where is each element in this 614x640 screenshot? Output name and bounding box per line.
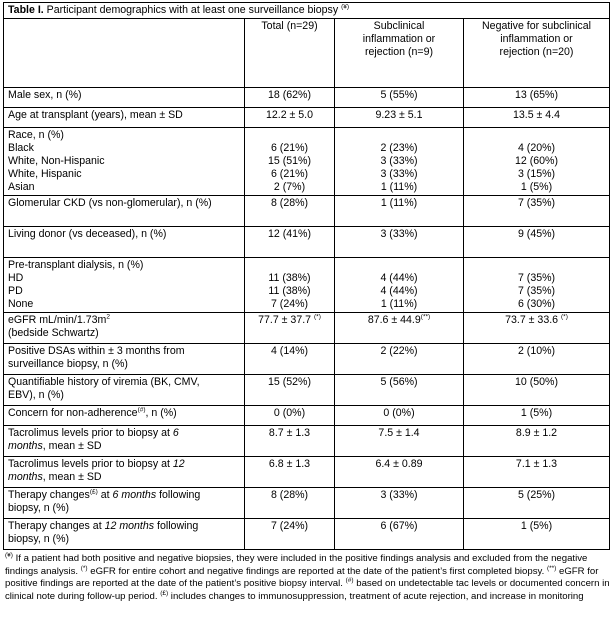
tac12-label-post: , mean ± SD [42, 471, 102, 483]
table-title-text: Participant demographics with at least one surveillance biopsy [43, 4, 339, 16]
race-item-neg: 1 (5%) [520, 181, 553, 193]
cell-subclinical [335, 258, 464, 313]
footnote-text: includes changes to immunosuppression, treatment of acute rejection, and increase in monitoring [168, 590, 584, 602]
footnote-marker: (£) [160, 589, 169, 597]
race-item-label: Asian [8, 181, 35, 193]
cell-subclinical: 9.23 ± 5.1 [335, 108, 464, 128]
ther6-label-sup: (£) [89, 488, 98, 496]
table-row [4, 406, 610, 426]
footnote-text: based on undetectable tac levels or documented concern in clinical note during follow-up period. [5, 578, 610, 602]
table-row-dialysis [4, 258, 610, 313]
dialysis-item-sub: 4 (44%) [380, 285, 418, 297]
header-total-label: Total (n=29) [261, 20, 318, 32]
dialysis-item-sub: 4 (44%) [380, 272, 418, 284]
dialysis-item-total: 11 (38%) [268, 285, 311, 297]
table-row-race [4, 128, 610, 196]
dialysis-item-label: PD [8, 285, 23, 297]
cell-total: 12.2 ± 5.0 [245, 108, 335, 128]
table-footnotes [3, 553, 611, 603]
cell-total [245, 313, 335, 344]
race-item-label: Black [8, 142, 34, 154]
cell-negative: 8.9 ± 1.2 [464, 426, 610, 457]
race-item-total: 15 (51%) [268, 155, 311, 167]
tac6-label-post: , mean ± SD [42, 440, 102, 452]
cell-total [245, 258, 335, 313]
cell-total: 8.7 ± 1.3 [245, 426, 335, 457]
cell-negative: 1 (5%) [464, 519, 610, 550]
table-row [4, 519, 610, 550]
cell-total: 8 (28%) [245, 488, 335, 519]
table-title-marker: (¥) [341, 3, 350, 11]
header-subclinical-line: inflammation or [362, 33, 436, 45]
table-row [4, 375, 610, 406]
table-row-egfr [4, 313, 610, 344]
cell-negative: 1 (5%) [464, 406, 610, 426]
table-title-label: Table I. [8, 4, 44, 16]
table-row [4, 88, 610, 108]
dialysis-item-label: HD [8, 272, 24, 284]
table-row [4, 227, 610, 258]
dsa-label-2: surveillance biopsy, n (%) [8, 358, 128, 370]
row-label [4, 457, 245, 488]
table-row [4, 426, 610, 457]
adherence-label-sup: (#) [137, 406, 146, 414]
race-item-sub: 3 (33%) [380, 155, 418, 167]
cell-negative [464, 313, 610, 344]
ther12-label-2: biopsy, n (%) [8, 533, 70, 545]
header-subclinical [335, 19, 464, 88]
cell-total: 0 (0%) [245, 406, 335, 426]
cell-negative: 5 (25%) [464, 488, 610, 519]
footnote-marker: (**) [546, 564, 557, 572]
document [3, 2, 609, 603]
race-item-sub: 2 (23%) [380, 142, 418, 154]
cell-subclinical: 6 (67%) [335, 519, 464, 550]
race-item-sub: 3 (33%) [380, 168, 418, 180]
header-negative-line: Negative for subclinical [482, 20, 591, 32]
cell-total: 12 (41%) [245, 227, 335, 258]
row-label [4, 313, 245, 344]
table-title-row [4, 3, 610, 19]
cell-negative: 13.5 ± 4.4 [464, 108, 610, 128]
ther6-label-mid: at [97, 489, 113, 501]
race-item-total: 2 (7%) [273, 181, 306, 193]
dialysis-item-neg: 6 (30%) [517, 298, 556, 310]
race-item-neg: 4 (20%) [517, 142, 556, 154]
egfr-label: eGFR mL/min/1.73m [8, 314, 107, 326]
cell-negative: 7.1 ± 1.3 [464, 457, 610, 488]
cell-negative: 13 (65%) [464, 88, 610, 108]
ther12-label-post: following [154, 520, 199, 532]
dialysis-heading: Pre-transplant dialysis, n (%) [8, 259, 144, 271]
row-label-race [4, 128, 245, 196]
table-row [4, 457, 610, 488]
row-label [4, 344, 245, 375]
race-item-label: White, Non-Hispanic [8, 155, 105, 167]
cell-total: 7 (24%) [245, 519, 335, 550]
race-item-total: 6 (21%) [270, 142, 309, 154]
dialysis-item-total: 11 (38%) [268, 272, 311, 284]
egfr-neg: 73.7 ± 33.6 [505, 314, 559, 326]
egfr-sub-sup: (**) [420, 313, 431, 321]
egfr-neg-sup: (*) [561, 313, 568, 321]
table-row [4, 344, 610, 375]
egfr-label-sup: 2 [106, 313, 110, 321]
egfr-total-sup: (*) [314, 313, 321, 321]
footnote-marker: (#) [345, 577, 354, 584]
cell-total [245, 128, 335, 196]
cell-subclinical [335, 313, 464, 344]
header-subclinical-line: Subclinical [373, 20, 425, 32]
cell-total: 8 (28%) [245, 196, 335, 227]
race-heading: Race, n (%) [8, 129, 64, 141]
adherence-label-after: , n (%) [145, 407, 177, 419]
tac6-label-italic-2: months [8, 440, 43, 452]
row-label: Glomerular CKD (vs non-glomerular), n (%) [4, 196, 245, 227]
cell-subclinical: 0 (0%) [335, 406, 464, 426]
tac6-label-pre: Tacrolimus levels prior to biopsy at [8, 427, 173, 439]
cell-subclinical: 1 (11%) [335, 196, 464, 227]
row-label: Living donor (vs deceased), n (%) [4, 227, 245, 258]
header-empty-cell [4, 19, 245, 88]
race-item-neg: 12 (60%) [515, 155, 558, 167]
dsa-label-1: Positive DSAs within ± 3 months from [8, 345, 185, 357]
cell-negative [464, 128, 610, 196]
row-label [4, 519, 245, 550]
dialysis-item-neg: 7 (35%) [517, 272, 556, 284]
tac6-label-italic: 6 [172, 427, 179, 439]
dialysis-item-total: 7 (24%) [270, 298, 309, 310]
viremia-label-1: Quantifiable history of viremia (BK, CMV, [8, 376, 200, 388]
race-item-total: 6 (21%) [270, 168, 309, 180]
ther12-label-italic: 12 months [104, 520, 155, 532]
footnote-marker: (¥) [5, 551, 13, 559]
cell-negative: 10 (50%) [464, 375, 610, 406]
dialysis-item-neg: 7 (35%) [517, 285, 556, 297]
egfr-sub: 87.6 ± 44.9 [367, 314, 421, 326]
cell-subclinical: 3 (33%) [335, 488, 464, 519]
table-row [4, 108, 610, 128]
row-label [4, 406, 245, 426]
cell-subclinical: 5 (56%) [335, 375, 464, 406]
viremia-label-2: EBV), n (%) [8, 389, 64, 401]
tac12-label-italic: 12 [172, 458, 185, 470]
cell-negative: 7 (35%) [464, 196, 610, 227]
footnote-marker: (*) [80, 564, 88, 572]
dialysis-item-sub: 1 (11%) [380, 298, 418, 310]
cell-total: 18 (62%) [245, 88, 335, 108]
footnote-text: eGFR for entire cohort and negative findings are reported at the date of the patient’s first completed biopsy. [87, 565, 547, 577]
cell-total: 4 (14%) [245, 344, 335, 375]
dialysis-item-label: None [8, 298, 34, 310]
header-negative-line: rejection (n=20) [499, 46, 574, 58]
cell-subclinical: 6.4 ± 0.89 [335, 457, 464, 488]
header-negative [464, 19, 610, 88]
cell-subclinical: 5 (55%) [335, 88, 464, 108]
tac12-label-italic-2: months [8, 471, 43, 483]
cell-subclinical: 3 (33%) [335, 227, 464, 258]
table-title [4, 3, 610, 19]
egfr-label-2: (bedside Schwartz) [8, 327, 99, 339]
race-item-sub: 1 (11%) [380, 181, 418, 193]
row-label: Male sex, n (%) [4, 88, 245, 108]
header-total [245, 19, 335, 88]
cell-subclinical [335, 128, 464, 196]
race-item-neg: 3 (15%) [517, 168, 556, 180]
header-subclinical-line: rejection (n=9) [364, 46, 433, 58]
row-label [4, 375, 245, 406]
egfr-total: 77.7 ± 37.7 [258, 314, 312, 326]
table-header-row [4, 19, 610, 88]
ther6-label-2: biopsy, n (%) [8, 502, 70, 514]
ther6-label-pre: Therapy changes [8, 489, 90, 501]
cell-total: 15 (52%) [245, 375, 335, 406]
ther6-label-italic: 6 months [112, 489, 157, 501]
adherence-label: Concern for non-adherence [8, 407, 138, 419]
ther6-label-post: following [156, 489, 201, 501]
table-row [4, 488, 610, 519]
cell-total: 6.8 ± 1.3 [245, 457, 335, 488]
footnote-text: eGFR for positive findings are reported at the date of the patient’s positive biopsy interval. [5, 565, 599, 590]
cell-negative: 2 (10%) [464, 344, 610, 375]
footnote-text: If a patient had both positive and negative biopsies, they were included in the positive findings analysis and excluded from the negative findings analysis. [5, 553, 588, 577]
row-label [4, 488, 245, 519]
cell-subclinical: 7.5 ± 1.4 [335, 426, 464, 457]
row-label-dialysis [4, 258, 245, 313]
cell-negative: 9 (45%) [464, 227, 610, 258]
header-negative-line: inflammation or [500, 33, 573, 45]
demographics-table [3, 2, 610, 550]
tac12-label-pre: Tacrolimus levels prior to biopsy at [8, 458, 173, 470]
cell-negative [464, 258, 610, 313]
ther12-label-pre: Therapy changes at [8, 520, 105, 532]
cell-subclinical: 2 (22%) [335, 344, 464, 375]
row-label: Age at transplant (years), mean ± SD [4, 108, 245, 128]
race-item-label: White, Hispanic [8, 168, 82, 180]
row-label [4, 426, 245, 457]
table-row [4, 196, 610, 227]
